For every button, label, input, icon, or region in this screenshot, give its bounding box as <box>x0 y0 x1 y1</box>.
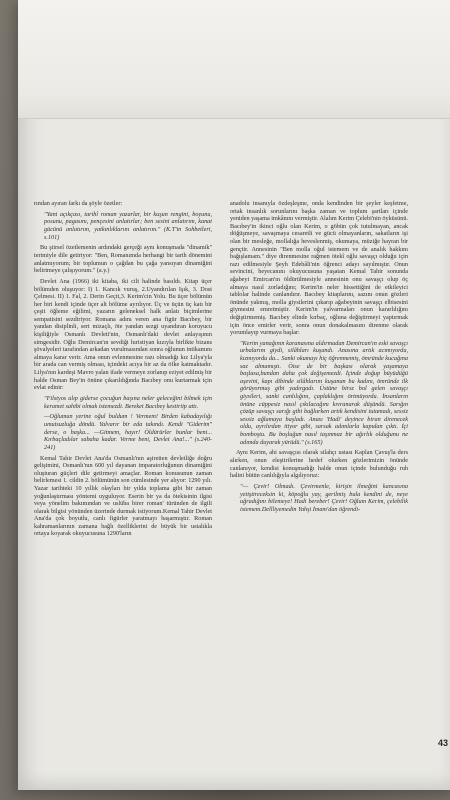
paragraph: Bu şiirsel özetlemenin ardındaki gerçeği aynı konuşmada "dinamik" terimiyle dile getiriyor: "Ben, Romanımda herhangi bir tarih dönemini anlatmıyorum; bir toplumun o çağdan bu çağa yansıyan dinamiğini belirtmeye çalışıyorum." (a.y.) <box>34 244 212 275</box>
quote-paragraph: "Yani açıkçası, tarihî roman yazarlar, bir kuşun rengini, boyunu, posunu, pagasını, pençesini anlatırlar; ben sesini anlatırım, kanat gücünü anlatırım, yatkınlıklarını anlatırım." (K.T'in Sohbetleri, s.101) <box>44 210 212 241</box>
page-number: 43 <box>437 738 448 748</box>
left-text-column <box>34 200 212 541</box>
book-page <box>18 0 450 790</box>
paragraph: rından ayıran farkı da şöyle özetler: <box>34 200 123 207</box>
quote-paragraph: "— Çevir! Olmadı. Çevirmenle, kirişin ilmeğini kancasına yetiştireceksin ki, köpoğlu yay, gerilmiş bula kendini de, neye uğradığını bilemeye! Hadi bereber! Çevir! Oğlum Kerim, çelebilik istemem.Dellliyemedin Yahşi İmam'dan öğrendi- <box>240 482 408 513</box>
quote-paragraph: —Oğlumun yerine oğul buldum ! Vermem! Birden kabadayılığı umutsuzluğa döndü. Yalvarır bir eda takındı. Kendi "Giderim" derse, o başka... —Gitmem, hayır! Öldürürler bunlar beni... Kırbaçladılar sabaha kadar. Verme beni, Devlet Ana!..." (s.240-241) <box>44 413 212 451</box>
paragraph: Aynı Kerim, ahi savaşçısı olarak silahçı ustası Kaplan Çavuş'la ders alırken, onun eleştirilerine hedef olurken gözlerimizin önünde canlanıyor, kendisi konuşmadığı halde onun içinde bulunduğu ruh halini bütün canlılığıyla algılıyoruz: <box>230 449 408 480</box>
paragraph: Kemal Tahir Devlet Ana'da Osmanlı'nın aşiretten devletliğe doğru gelişimini, Osmanlı'nın 600 yıl dayanan imparatorluğunun dinamiğini oluşturan güçleri dile getirmeyi amaçlar. Roman konusunun zaman belirlemesi 1. cildin 2. bölümünün son cümlesinde yer alıyor: 1290 yılı. Yazar tarihteki 10 yıllık olayları bir yılda toplama gibi bir zaman yoğunlaştırması yöntemi uyguluyor. Eserin bir ya da ötekisinin ilgisi veya yönelim bakımından ve uslüba birer roman' türünden de ilgili olarak bilgisi yönünden üzerinde durmak istiyorum.Kemal Tahir Devlet Ana'da çok boyutlu, canlı figürler yaratmayı başarmıştır. Roman kahramanlarının zamana bağlı özelliklerini de büyük bir ustalıkla ortaya koyarak okuyucusuna 1290'ların <box>34 454 212 538</box>
right-text-column <box>230 200 408 517</box>
paragraph: anadolu insanıyla özdeşleşme, onda kendinden bir şeyler keşfetme, ortak insanlık sorunlarını başka zaman ve toplum şartları içinde yeniden yaşama imkânını vermiştir. Alalım Kerim Çelebi'nin öyküsünü. Bacıbey'in ikinci oğlu olan Kerim, o göbün çok tutulmayan, ancak döğüşmeye, savaşmaya cesaretli ve gücü olmayanların, sakatların işi olan bir mesleğe, mollalığa heveslenmiş, okumaya, müziğe hayran bir gençtir. Annesinin "Ben molla oğul istemem ve de analık hakkını bağışlamam." diye direnmesine rağmen ötekî oğlu savaşçı olduğu için razı edilmesiyle Şeyh Edebâli'nin öğrenci adayı sayılmıştır. Onun sevincini, heyecanını okuyucusuna yaşatan Kemal Tahir sonunda ağabeyi Emircan'ın öldürülmesiyle annesinin onu savaşçı olup öç almaya nasıl zorladığını; Kerim'in neler hissettiğini de etkileyici tablolar halinde canlandırır. Bacıbey kitaplarını, sazını onun gözleri önünde yakmış, molla giysilerini çıkarıp ağabeyinin savaşçı elbisesini giymesini emretmiştir. Kerim'in yalvarmaları onun kararlılığını değiştirmemiş. Bacıbey elinde kırbaç, oğluna değiştirmeyi yaptırmak için önce emirler verir, sonra onun donakalmasını direnme olarak yorumlayıp vurmaya başlar: <box>230 200 408 337</box>
quote-paragraph: "Kerim yanağının karanasına aldırmadan Demircan'ın eski savaşçı urbalarını giydi, silâhları kuşandı. Anasına artık acımıyordu, kızmıyordu da... Sanki okumayı hiç öğrenmemiş, ömründe kucağına saz almamıştı. Öise de bir başkası olarak yaşamaya başlasa,bundan daha çok değişemezdi. İçinde doğup büyüdüğü aşevini, kapı dibinde silâhlarını kuşanan bu kadını, ömründe ilk görüyormuş gibi yadırgadı. Üstüne birsz bol gelen savaşçı giysileri, sanki canlılığını, çaplaklığını örtmüyordu. İnsanların önüne cüppesiz nasıl çıkılacağını kıvranarak düşündü. Sarığın çözüp savaşçı sarığı gibi bağlarken artık kendisini tutamadı, sessiz sessiz ağlamaya başladı. Anası 'Hadi' deyince biran direnecek oldu, ayrılırdan itiyor gibi, sarsak adımlarla kapıdan çıktı. İçi bomboştu. Bu boşluğun nasıl taşınmaz bir ağırlık olduğunu ne adımda duyarak yürüdü." (s.165) <box>240 339 408 446</box>
page-top-fold <box>18 0 450 119</box>
paragraph: Devlet Ana (1966) iki kitaba, iki cilt halinde basıldı. Kitap üçer bölümden oluşuyor: I) 1. Kancık vuruş, 2.Uyandırılan Işık, 3. Dost Çelmesi. II) 1. Fal, 2. Derin Geçit,3. Kerim'cin Yolu. Bu üçer bölümün her biri kendi içinde üçer alt bölüme ayrılıyor. Üç ve üçün üç katı bir çeşit öğleme eğilimi, yazarın geleneksel halk anlatı biçimlerine sempatisini sezdiriyor. Romana adını veren ana figür Bacıbey, bir yandan disiplinli, sert mizaçlı, öte yandan sezgi uyandıran koruyucu kişiliğiyle Osmanlı Devleti'nin, Osmanlı'daki devlet anlayışının simgesidir. Oğlu Demircan'ın sevdiği hıristiyan kızıyla birlikte bizans şövalyeleri tarafından arkadan vurulmasından sonra oğlunun intikamını almaya karar verir. Ama onun evlenmesine razı olmadığı kız Lilya'yla bir arada can vermiş olması, içindeki acıya bir az da öfke katmaktadır. Lilya'nın kardeşi Mavro yalan ifade vermeye zorlanıp eziyet edilmiş bir halde Osman Bey'in önüne çıkarıldığında Bacıbey onu kurtarmak için evlat edinir: <box>34 277 212 392</box>
quote-paragraph: "Filstyos alıp giderse çocuğun başına neler geleceğini bilmek için keramet sahibi olmak istemezdi. Bereket Bacıbey kestiriip attı. <box>44 395 212 410</box>
